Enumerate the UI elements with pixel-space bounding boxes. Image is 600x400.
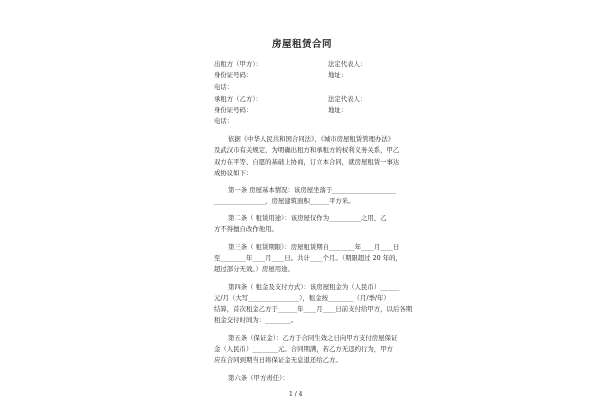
lessor-address-label: 地址： <box>328 71 348 79</box>
lessor-phone-label: 电话： <box>214 83 234 91</box>
article-4-line: 结算，首次租金乙方于______年____月____日前支付给甲方，以后各期 <box>214 305 413 313</box>
article-1-line: ________________，房屋建筑面积______平方米。 <box>214 197 355 205</box>
lessee-phone-label: 电话： <box>214 117 234 125</box>
page-number: 1 / 4 <box>289 391 303 398</box>
lessee-representative-label: 法定代表人： <box>328 95 367 103</box>
article-5-line: 第五条（保证金）：乙方于合同生效之日向甲方支付房屋保证 <box>228 334 398 342</box>
article-3-line: 第三条（ 租赁期限）：房屋租赁期自________年____月____日 <box>228 243 400 251</box>
lessor-representative-label: 法定代表人： <box>328 60 367 68</box>
preamble-line: 双方在平等、自愿的基础上协商，订立本合同，就房屋租赁一事达 <box>214 158 400 166</box>
lessor-id-label: 身份证号码： <box>214 71 253 79</box>
lessee-label: 承租方（乙方）： <box>214 95 262 103</box>
preamble-line: 依据《中华人民共和国合同法》、《城市房屋租赁管理办法》 <box>228 135 395 143</box>
article-6-line: 第六条（甲方责任）： <box>228 374 289 382</box>
article-2-line: 第二条（ 租赁用途）：该房屋仅作为__________之用，乙 <box>228 214 387 222</box>
preamble-line: 成协议如下： <box>214 169 253 177</box>
article-5-line: 金（人民币）________元。合同期满，若乙方无违约行为，甲方 <box>214 345 393 353</box>
article-3-line: 超过部分无效。）房屋用途。 <box>214 265 294 273</box>
document-title: 房屋租赁合同 <box>272 39 333 50</box>
article-1-line: 第一条 房屋基本情况：该房屋坐落于____________________ <box>228 186 397 194</box>
preamble-line: 及武汉市有关规定，为明确出租方和承租方的权利义务关系，甲乙 <box>214 146 400 154</box>
article-4-line: 第四条（ 租金及支付方式）：该房屋租金为（人民币）______ <box>228 283 400 291</box>
article-5-line: 应在合同到期当日将保证金无息退还给乙方。 <box>214 356 342 364</box>
article-2-line: 方不得擅自改作他用。 <box>214 225 278 233</box>
lessee-address-label: 地址： <box>328 106 348 114</box>
lessee-id-label: 身份证号码： <box>214 106 253 114</box>
article-4-line: 元/月（大写________________），租金按________（月/季/年） <box>214 294 390 302</box>
article-4-line: 租金交付时间为：________。 <box>214 316 298 324</box>
lessor-label: 出租方（甲方）： <box>214 60 262 68</box>
article-3-line: 至________年____月____日。共计____个月。（期限超过 20 年的， <box>214 254 402 262</box>
